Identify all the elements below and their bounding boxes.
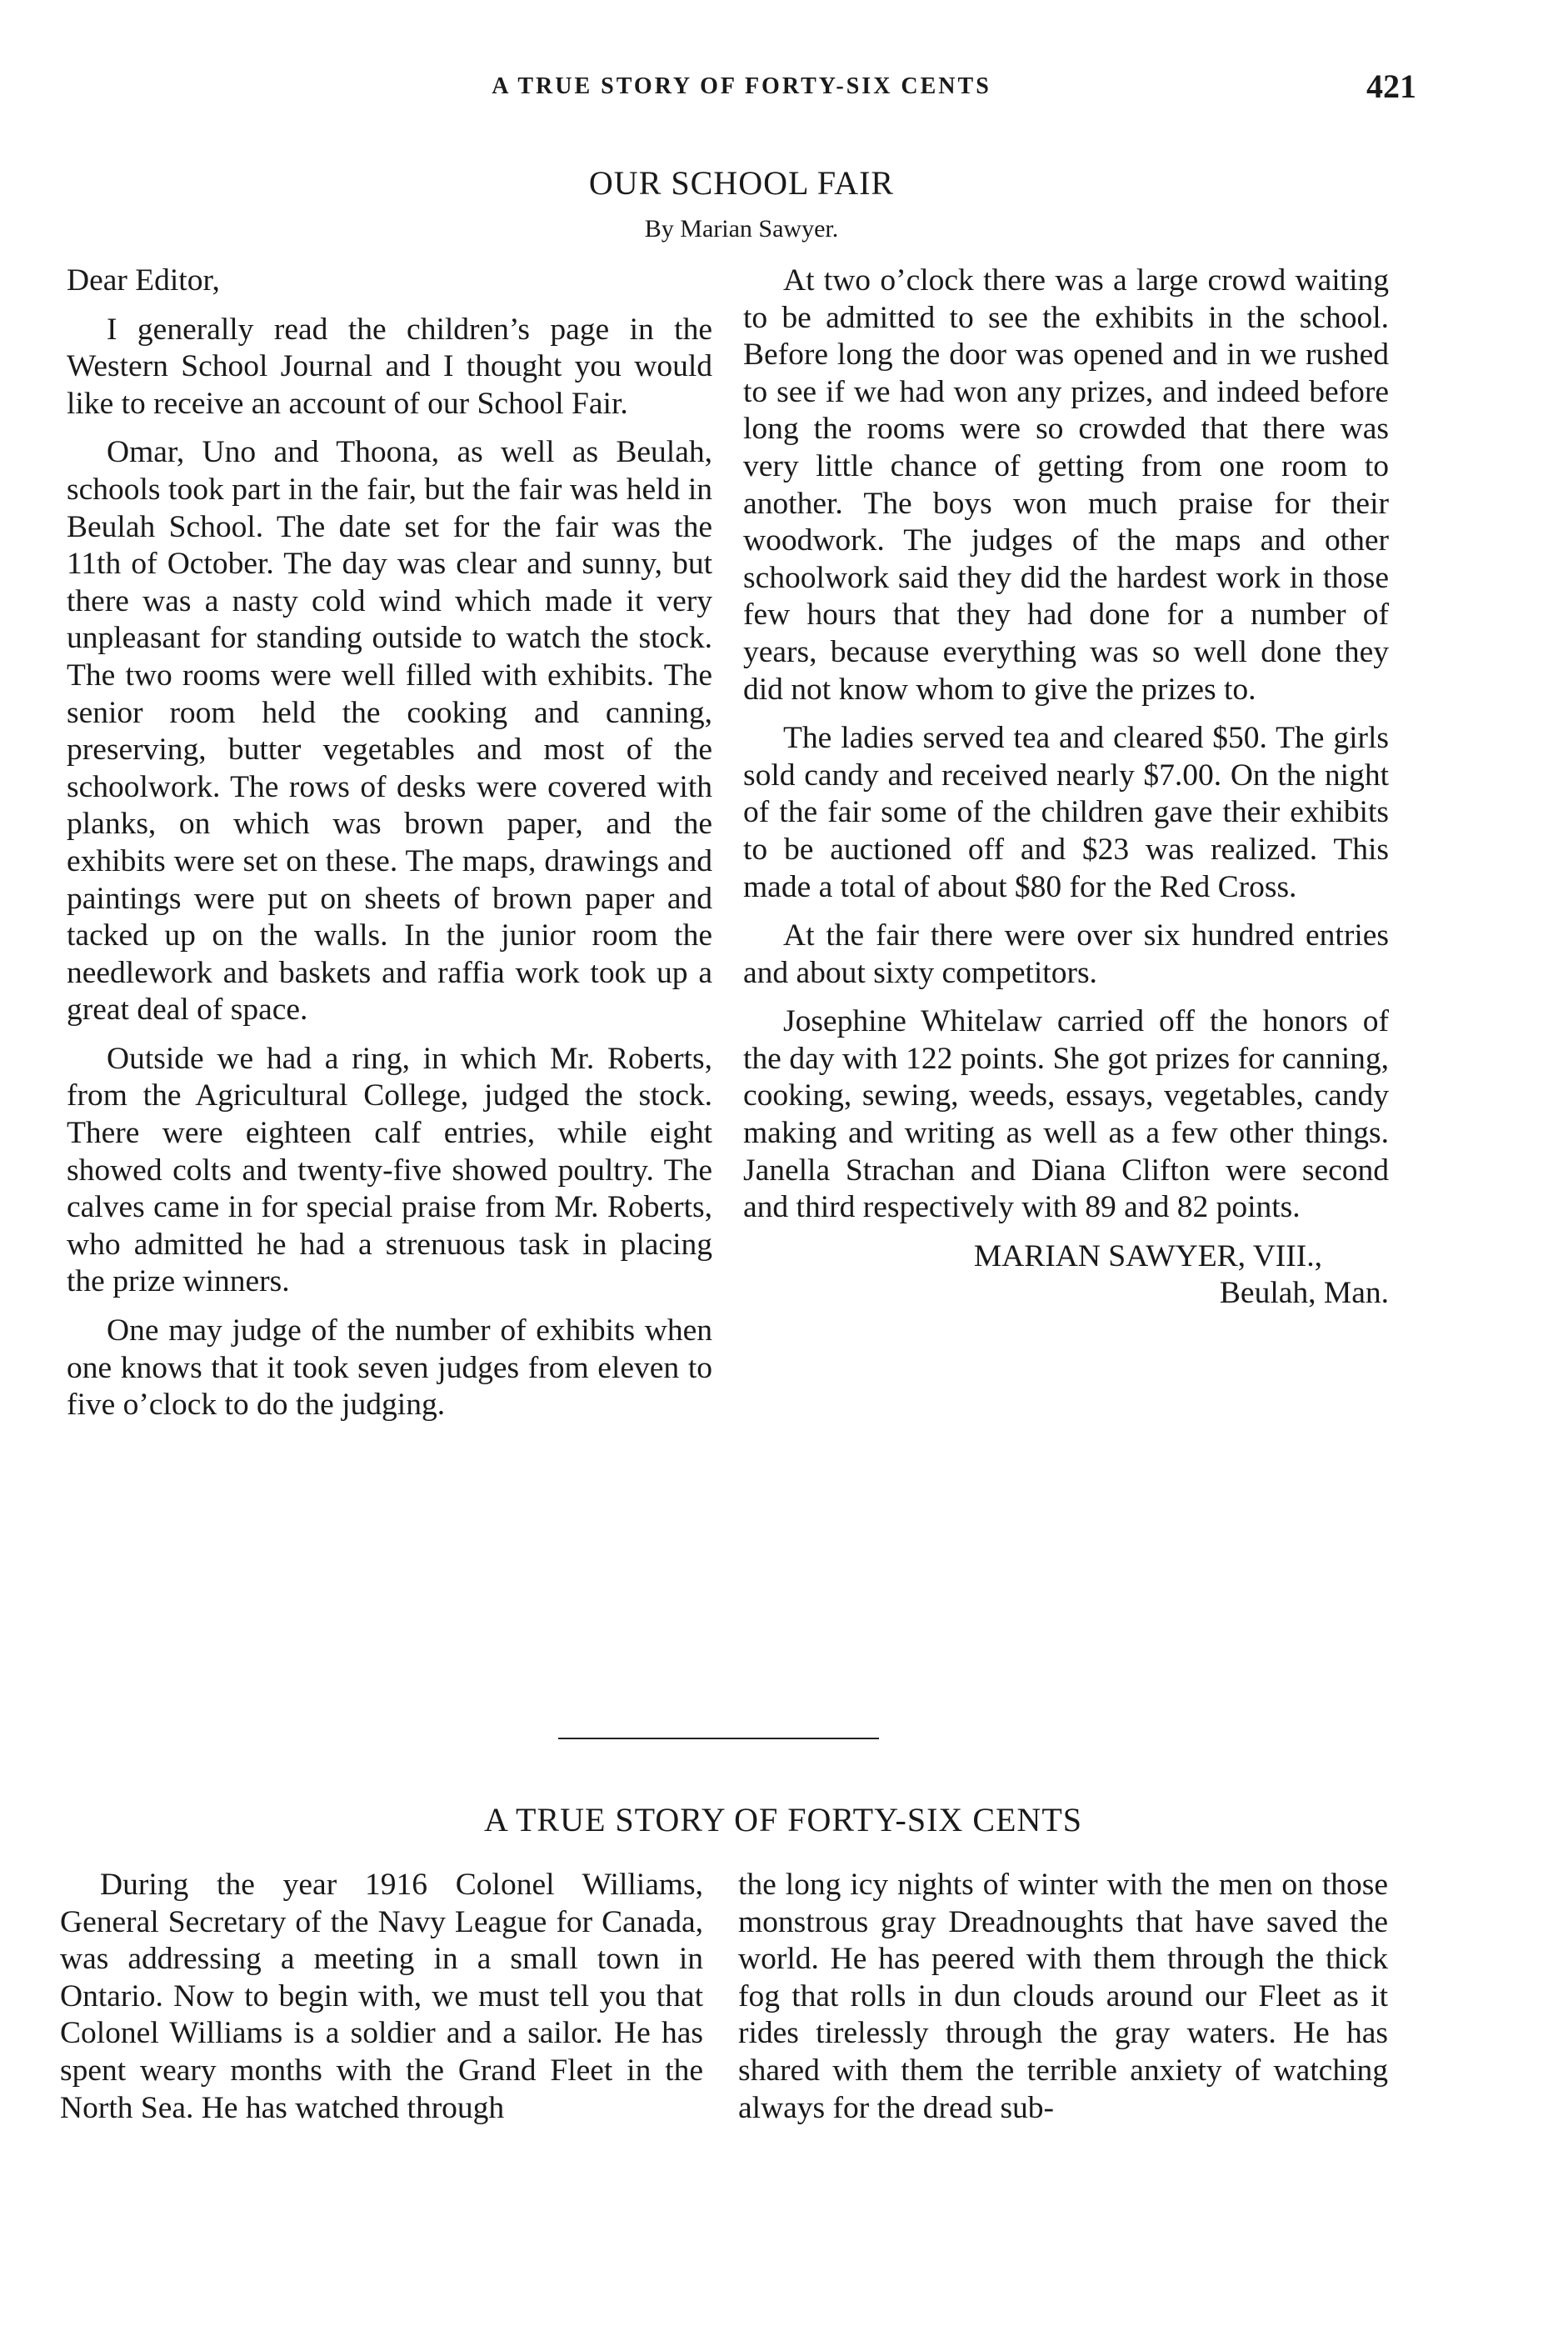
- paragraph: Josephine Whitelaw carried off the honors of the day with 122 points. She got prizes for canning, cooking, sewing, weeds, essays, vegetables, candy making and writing as well as a few other things. Janella Strachan and Diana Clifton were second and third respectively with 89 and 82 points.: [743, 1004, 1389, 1225]
- article1-right-column: [743, 263, 1389, 1313]
- paragraph: At the fair there were over six hundred entries and about sixty competitors.: [743, 918, 1389, 990]
- paragraph: The ladies served tea and cleared $50. The girls sold candy and received nearly $7.00. On the night of the fair some of the children gave their exhibits to be auctioned off and $23 was realized. This made a total of about $80 for the Red Cross.: [743, 721, 1389, 904]
- paragraph: I generally read the children’s page in the Western School Journal and I thought you would like to receive an account of our School Fair.: [67, 312, 712, 421]
- article2-left-column: [60, 1867, 703, 2138]
- article2-right-column: [738, 1867, 1388, 2138]
- article1-left-column: [67, 263, 712, 1436]
- running-title: A TRUE STORY OF FORTY-SIX CENTS: [492, 73, 991, 99]
- salutation: Dear Editor,: [67, 263, 220, 298]
- paragraph: At two o’clock there was a large crowd waiting to be admitted to see the exhibits in the school. Before long the door was opened and in we rushed to see if we had won any prizes, and indeed before long the rooms were so crowded that there was very little chance of getting from one room to another. The boys won much praise for their woodwork. The judges of the maps and other schoolwork said they did the hardest work in those few hours that they had done for a number of years, because everything was so well done they did not know whom to give the prizes to.: [743, 263, 1389, 707]
- byline: By Marian Sawyer.: [644, 215, 839, 243]
- paragraph: One may judge of the number of exhibits when one knows that it took seven judges from eleven to five o’clock to do the judging.: [67, 1313, 712, 1423]
- signature-place: Beulah, Man.: [1219, 1276, 1389, 1311]
- article-title-school-fair: OUR SCHOOL FAIR: [588, 164, 895, 202]
- paragraph: the long icy nights of winter with the men on those monstrous gray Dreadnoughts that have saved the world. He has peered with them through the thick fog that rolls in dun clouds around our Fleet as it rides tirelessly through the gray waters. He has shared with them the terrible anxiety of watching always for the dread sub-: [738, 1868, 1388, 2125]
- signature-name: MARIAN SAWYER, VIII.,: [973, 1238, 1322, 1273]
- paragraph: Omar, Uno and Thoona, as well as Beulah, schools took part in the fair, but the fair was held in Beulah School. The date set for the fair was the 11th of October. The day was clear and sunny, but there was a nasty cold wind which made it very unpleasant for standing outside to watch the stock. The two rooms were well filled with exhibits. The senior room held the cooking and canning, preserving, butter vegetables and most of the schoolwork. The rows of desks were covered with planks, on which was brown paper, and the exhibits were set on these. The maps, drawings and paintings were put on sheets of brown paper and tacked up on the walls. In the junior room the needlework and baskets and raffia work took up a great deal of space.: [67, 435, 712, 1028]
- paragraph: During the year 1916 Colonel Williams, General Secretary of the Navy League for Canada, was addressing a meeting in a small town in Ontario. Now to begin with, we must tell you that Colonel Williams is a soldier and a sailor. He has spent weary months with the Grand Fleet in the North Sea. He has watched through: [60, 1868, 703, 2125]
- page-number: 421: [1366, 68, 1416, 105]
- paragraph: Outside we had a ring, in which Mr. Roberts, from the Agricultural College, judged the stock. There were eighteen calf entries, while eight showed colts and twenty-five showed poultry. The calves came in for special praise from Mr. Roberts, who admitted he had a strenuous task in placing the prize winners.: [67, 1041, 712, 1299]
- section-divider: [558, 1738, 879, 1739]
- article-title-forty-six-cents: A TRUE STORY OF FORTY-SIX CENTS: [484, 1801, 1082, 1838]
